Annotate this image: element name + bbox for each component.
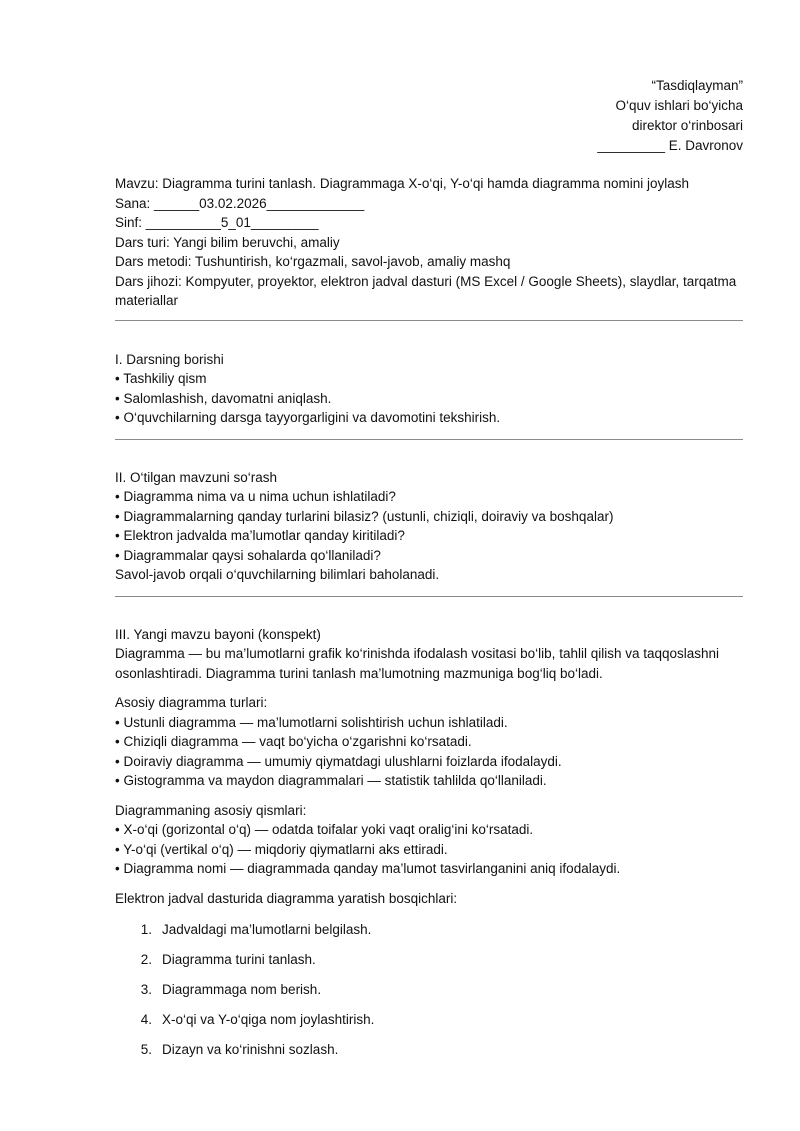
lesson-type-line: Dars turi: Yangi bilim beruvchi, amaliy xyxy=(115,234,340,250)
list-item: • Diagrammalar qaysi sohalarda qo‘llaniladi? xyxy=(115,547,381,563)
list-item: • Elektron jadvalda ma’lumotlar qanday kiritiladi? xyxy=(115,528,405,543)
list-item: • Diagramma nima va u nima uchun ishlatiladi? xyxy=(115,489,396,504)
list-item: • Salomlashish, davomatni aniqlash. xyxy=(115,390,332,406)
step-number: 1. xyxy=(140,922,152,937)
subsection-title: Elektron jadval dasturida diagramma yaratish bosqichlari: xyxy=(115,890,458,906)
section-note: Savol-javob orqali o‘quvchilarning bilimlari baholanadi. xyxy=(115,567,440,582)
section-review xyxy=(115,468,743,585)
list-item xyxy=(115,1040,743,1060)
section-title: I. Darsning borishi xyxy=(115,351,224,367)
step-text: Diagrammaga nom berish. xyxy=(162,982,322,997)
section-lesson-flow xyxy=(115,350,743,428)
steps-list xyxy=(115,920,743,1060)
list-item: • Gistogramma va maydon diagrammalari — statistik tahlilda qo‘llaniladi. xyxy=(115,773,547,788)
list-item xyxy=(115,950,743,970)
section-title: III. Yangi mavzu bayoni (konspekt) xyxy=(115,626,321,642)
list-item: • Diagramma nomi — diagrammada qanday ma’lumot tasvirlanganini aniq ifodalaydi. xyxy=(115,861,621,876)
class-line: Sinf: __________5_01_________ xyxy=(115,215,319,230)
list-item: • Diagrammalarning qanday turlarini bilasiz? (ustunli, chiziqli, doiraviy va boshqalar) xyxy=(115,508,614,524)
step-text: Diagramma turini tanlash. xyxy=(162,952,316,967)
list-item xyxy=(115,980,743,1000)
step-text: Dizayn va ko‘rinishni sozlash. xyxy=(162,1042,339,1057)
document-page xyxy=(115,76,743,1070)
approval-signature-line: _________ E. Davronov xyxy=(597,138,743,153)
list-item: • Tashkiliy qism xyxy=(115,371,207,386)
list-item: • Ustunli diagramma — ma’lumotlarni solishtirish uchun ishlatiladi. xyxy=(115,714,508,730)
step-number: 2. xyxy=(140,952,152,967)
subsection-title: Asosiy diagramma turlari: xyxy=(115,695,268,710)
list-item: • Doiraviy diagramma — umumiy qiymatdagi ulushlarni foizlarda ifodalaydi. xyxy=(115,753,562,769)
approval-line: O‘quv ishlari bo‘yicha xyxy=(615,98,743,113)
list-item: • Y-o‘qi (vertikal o‘q) — miqdoriy qiymatlarni aks ettiradi. xyxy=(115,841,448,857)
date-line: Sana: ______03.02.2026_____________ xyxy=(115,195,365,211)
method-line: Dars metodi: Tushuntirish, ko‘rgazmali, savol-javob, amaliy mashq xyxy=(115,254,511,269)
step-number: 4. xyxy=(140,1012,152,1027)
list-item xyxy=(115,1010,743,1030)
approval-line: “Tasdiqlayman” xyxy=(651,78,743,93)
approval-block xyxy=(115,76,743,156)
step-text: X-o‘qi va Y-o‘qiga nom joylashtirish. xyxy=(162,1012,375,1027)
step-text: Jadvaldagi ma’lumotlarni belgilash. xyxy=(162,922,372,937)
step-number: 5. xyxy=(140,1042,152,1057)
subsection-title: Diagrammaning asosiy qismlari: xyxy=(115,802,307,818)
topic-line: Mavzu: Diagramma turini tanlash. Diagrammaga X-o‘qi, Y-o‘qi hamda diagramma nomini joylash xyxy=(115,176,690,191)
step-number: 3. xyxy=(140,982,152,997)
list-item xyxy=(115,920,743,940)
list-item: • X-o‘qi (gorizontal o‘q) — odatda toifalar yoki vaqt oralig‘ini ko‘rsatadi. xyxy=(115,822,534,837)
list-item: • Chiziqli diagramma — vaqt bo‘yicha o‘zgarishni ko‘rsatadi. xyxy=(115,734,472,749)
section-title: II. O‘tilgan mavzuni so‘rash xyxy=(115,469,278,485)
intro-paragraph: Diagramma — bu ma’lumotlarni grafik ko‘rinishda ifodalash vositasi bo‘lib, tahlil qilish va taqqoslashni osonlashtiradi. Diagramma turini tanlash ma’lumotning mazmuniga bog‘liq bo‘ladi. xyxy=(115,646,720,681)
list-item: • O‘quvchilarning darsga tayyorgarligini va davomotini tekshirish. xyxy=(115,410,501,425)
section-new-topic xyxy=(115,625,743,1061)
approval-line: direktor o‘rinbosari xyxy=(631,118,743,133)
lesson-header xyxy=(115,174,743,311)
equipment-line: Dars jihozi: Kompyuter, proyektor, elektron jadval dasturi (MS Excel / Google Sheets), slaydlar, tarqatma materiallar xyxy=(115,273,737,308)
